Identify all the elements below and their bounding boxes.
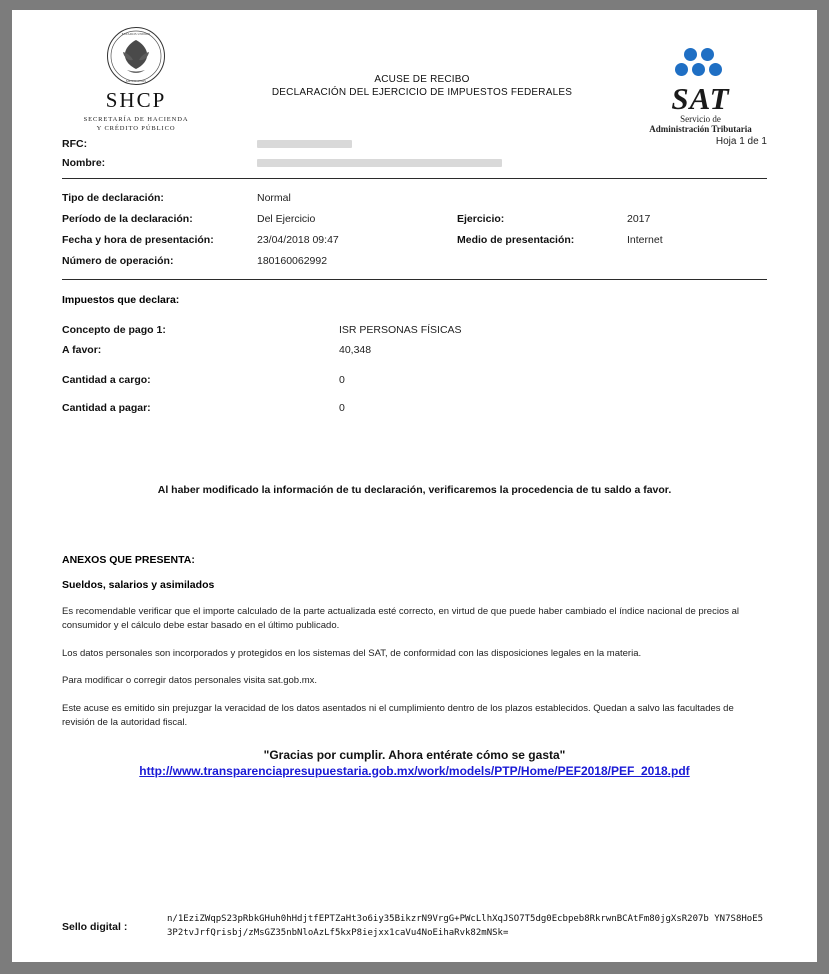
rfc-row xyxy=(62,134,767,153)
cargo-value: 0 xyxy=(339,374,345,386)
ejercicio-label: Ejercicio: xyxy=(457,212,505,225)
impuestos-heading: Impuestos que declara: xyxy=(62,294,180,306)
paragraph-3: Para modificar o corregir datos personales visita sat.gob.mx. xyxy=(62,675,318,687)
pagar-label: Cantidad a pagar: xyxy=(62,402,151,414)
declaration-row-tipo xyxy=(62,187,767,208)
anexos-title: ANEXOS QUE PRESENTA: xyxy=(62,554,195,566)
sat-subtitle-1: Servicio de xyxy=(680,114,721,125)
document-title-line2: DECLARACIÓN DEL EJERCICIO DE IMPUESTOS FEDERALES xyxy=(271,87,573,98)
svg-text:MEXICANOS: MEXICANOS xyxy=(125,79,147,83)
afavor-row xyxy=(62,340,767,360)
mexican-eagle-emblem-icon xyxy=(105,26,167,86)
shcp-wordmark: SHCP xyxy=(105,88,167,112)
paragraph-2: Los datos personales son incorporados y protegidos en los sistemas del SAT, de conformidad con las disposiciones legales en la materia. xyxy=(62,647,642,659)
nombre-label: Nombre: xyxy=(62,156,106,169)
cargo-row xyxy=(62,370,767,390)
nombre-row xyxy=(62,153,767,172)
ejercicio-value: 2017 xyxy=(627,212,651,225)
shcp-logo-block xyxy=(36,24,236,134)
sat-dots-logo-icon xyxy=(674,48,728,82)
paragraph-1: Es recomendable verificar que el importe calculado de la parte actualizada esté correcto, en virtud de que puede haber cambiado el índice nacional de precios al consumidor y el cálculo debe estar basado en el último publicado. xyxy=(62,606,740,631)
document-title-block xyxy=(236,24,608,98)
medio-value: Internet xyxy=(627,233,663,246)
shcp-subtitle-line2: Y CRÉDITO PÚBLICO xyxy=(96,124,176,132)
saldo-favor-notice: Al haber modificado la información de tu declaración, verificaremos la procedencia de tu saldo a favor. xyxy=(157,484,672,496)
svg-text:ESTADOS UNIDOS: ESTADOS UNIDOS xyxy=(121,32,151,36)
periodo-label: Período de la declaración: xyxy=(62,212,193,225)
fecha-label: Fecha y hora de presentación: xyxy=(62,233,214,246)
tipo-value: Normal xyxy=(257,191,291,204)
rfc-value-redacted xyxy=(257,140,352,148)
transparencia-link[interactable]: http://www.transparenciapresupuestaria.gob.mx/work/models/PTP/Home/PEF2018/PEF_2018.pdf xyxy=(139,763,690,778)
afavor-value: 40,348 xyxy=(339,344,372,356)
sat-subtitle-2: Administración Tributaria xyxy=(649,124,752,135)
document-header xyxy=(12,10,817,135)
sat-wordmark: SAT xyxy=(671,81,730,116)
identity-block xyxy=(62,126,767,178)
medio-label: Medio de presentación: xyxy=(457,233,575,246)
nombre-value-redacted xyxy=(257,159,502,167)
sat-logo-block xyxy=(608,24,793,134)
sello-digital-label: Sello digital : xyxy=(62,921,128,933)
document-body xyxy=(12,126,817,778)
concepto-row xyxy=(62,320,767,340)
page-indicator: Hoja 1 de 1 xyxy=(715,136,767,147)
shcp-subtitle-line1: SECRETARÍA DE HACIENDA xyxy=(83,116,189,123)
periodo-value: Del Ejercicio xyxy=(257,212,316,225)
document-sheet xyxy=(12,10,817,962)
afavor-label: A favor: xyxy=(62,344,102,356)
tipo-label: Tipo de declaración: xyxy=(62,191,164,204)
sello-digital-value: n/1EziZWqpS23pRbkGHuh0hHdjtfEPTZaHt3o6iy35BikzrN9VrgG+PWcLlhXqJSO7T5dg0Ecbpeb8RkrwnBCAtFm80jgXsR207b YN7S8HoE53P2tvJrfQrisbj/zMsGZ35nbNloAzLf5kxP8iejxx1caVu4NoEihaRvk82mNSk= xyxy=(167,914,764,938)
concepto-value: ISR PERSONAS FÍSICAS xyxy=(339,324,462,336)
thanks-message: "Gracias por cumplir. Ahora entérate cómo se gasta" xyxy=(263,747,566,762)
sello-digital-section xyxy=(62,913,767,940)
operacion-value: 180160062992 xyxy=(257,254,328,267)
impuestos-section xyxy=(62,280,767,422)
pagar-value: 0 xyxy=(339,402,345,414)
paragraph-4: Este acuse es emitido sin prejuzgar la veracidad de los datos asentados ni el cumplimiento dentro de los plazos establecidos. Quedan a salvo las facultades de revisión de la autoridad fiscal. xyxy=(62,703,734,728)
anexos-section xyxy=(62,554,767,591)
declaration-row-operacion xyxy=(62,250,767,271)
declaration-row-fecha xyxy=(62,229,767,250)
rfc-label: RFC: xyxy=(62,137,88,150)
document-title-line1: ACUSE DE RECIBO xyxy=(374,74,470,85)
cargo-label: Cantidad a cargo: xyxy=(62,374,151,386)
pagar-row xyxy=(62,398,767,418)
fecha-value: 23/04/2018 09:47 xyxy=(257,233,339,246)
declaration-details xyxy=(62,179,767,279)
declaration-row-periodo xyxy=(62,208,767,229)
operacion-label: Número de operación: xyxy=(62,254,174,267)
anexos-item: Sueldos, salarios y asimilados xyxy=(62,579,215,591)
concepto-label: Concepto de pago 1: xyxy=(62,324,166,336)
